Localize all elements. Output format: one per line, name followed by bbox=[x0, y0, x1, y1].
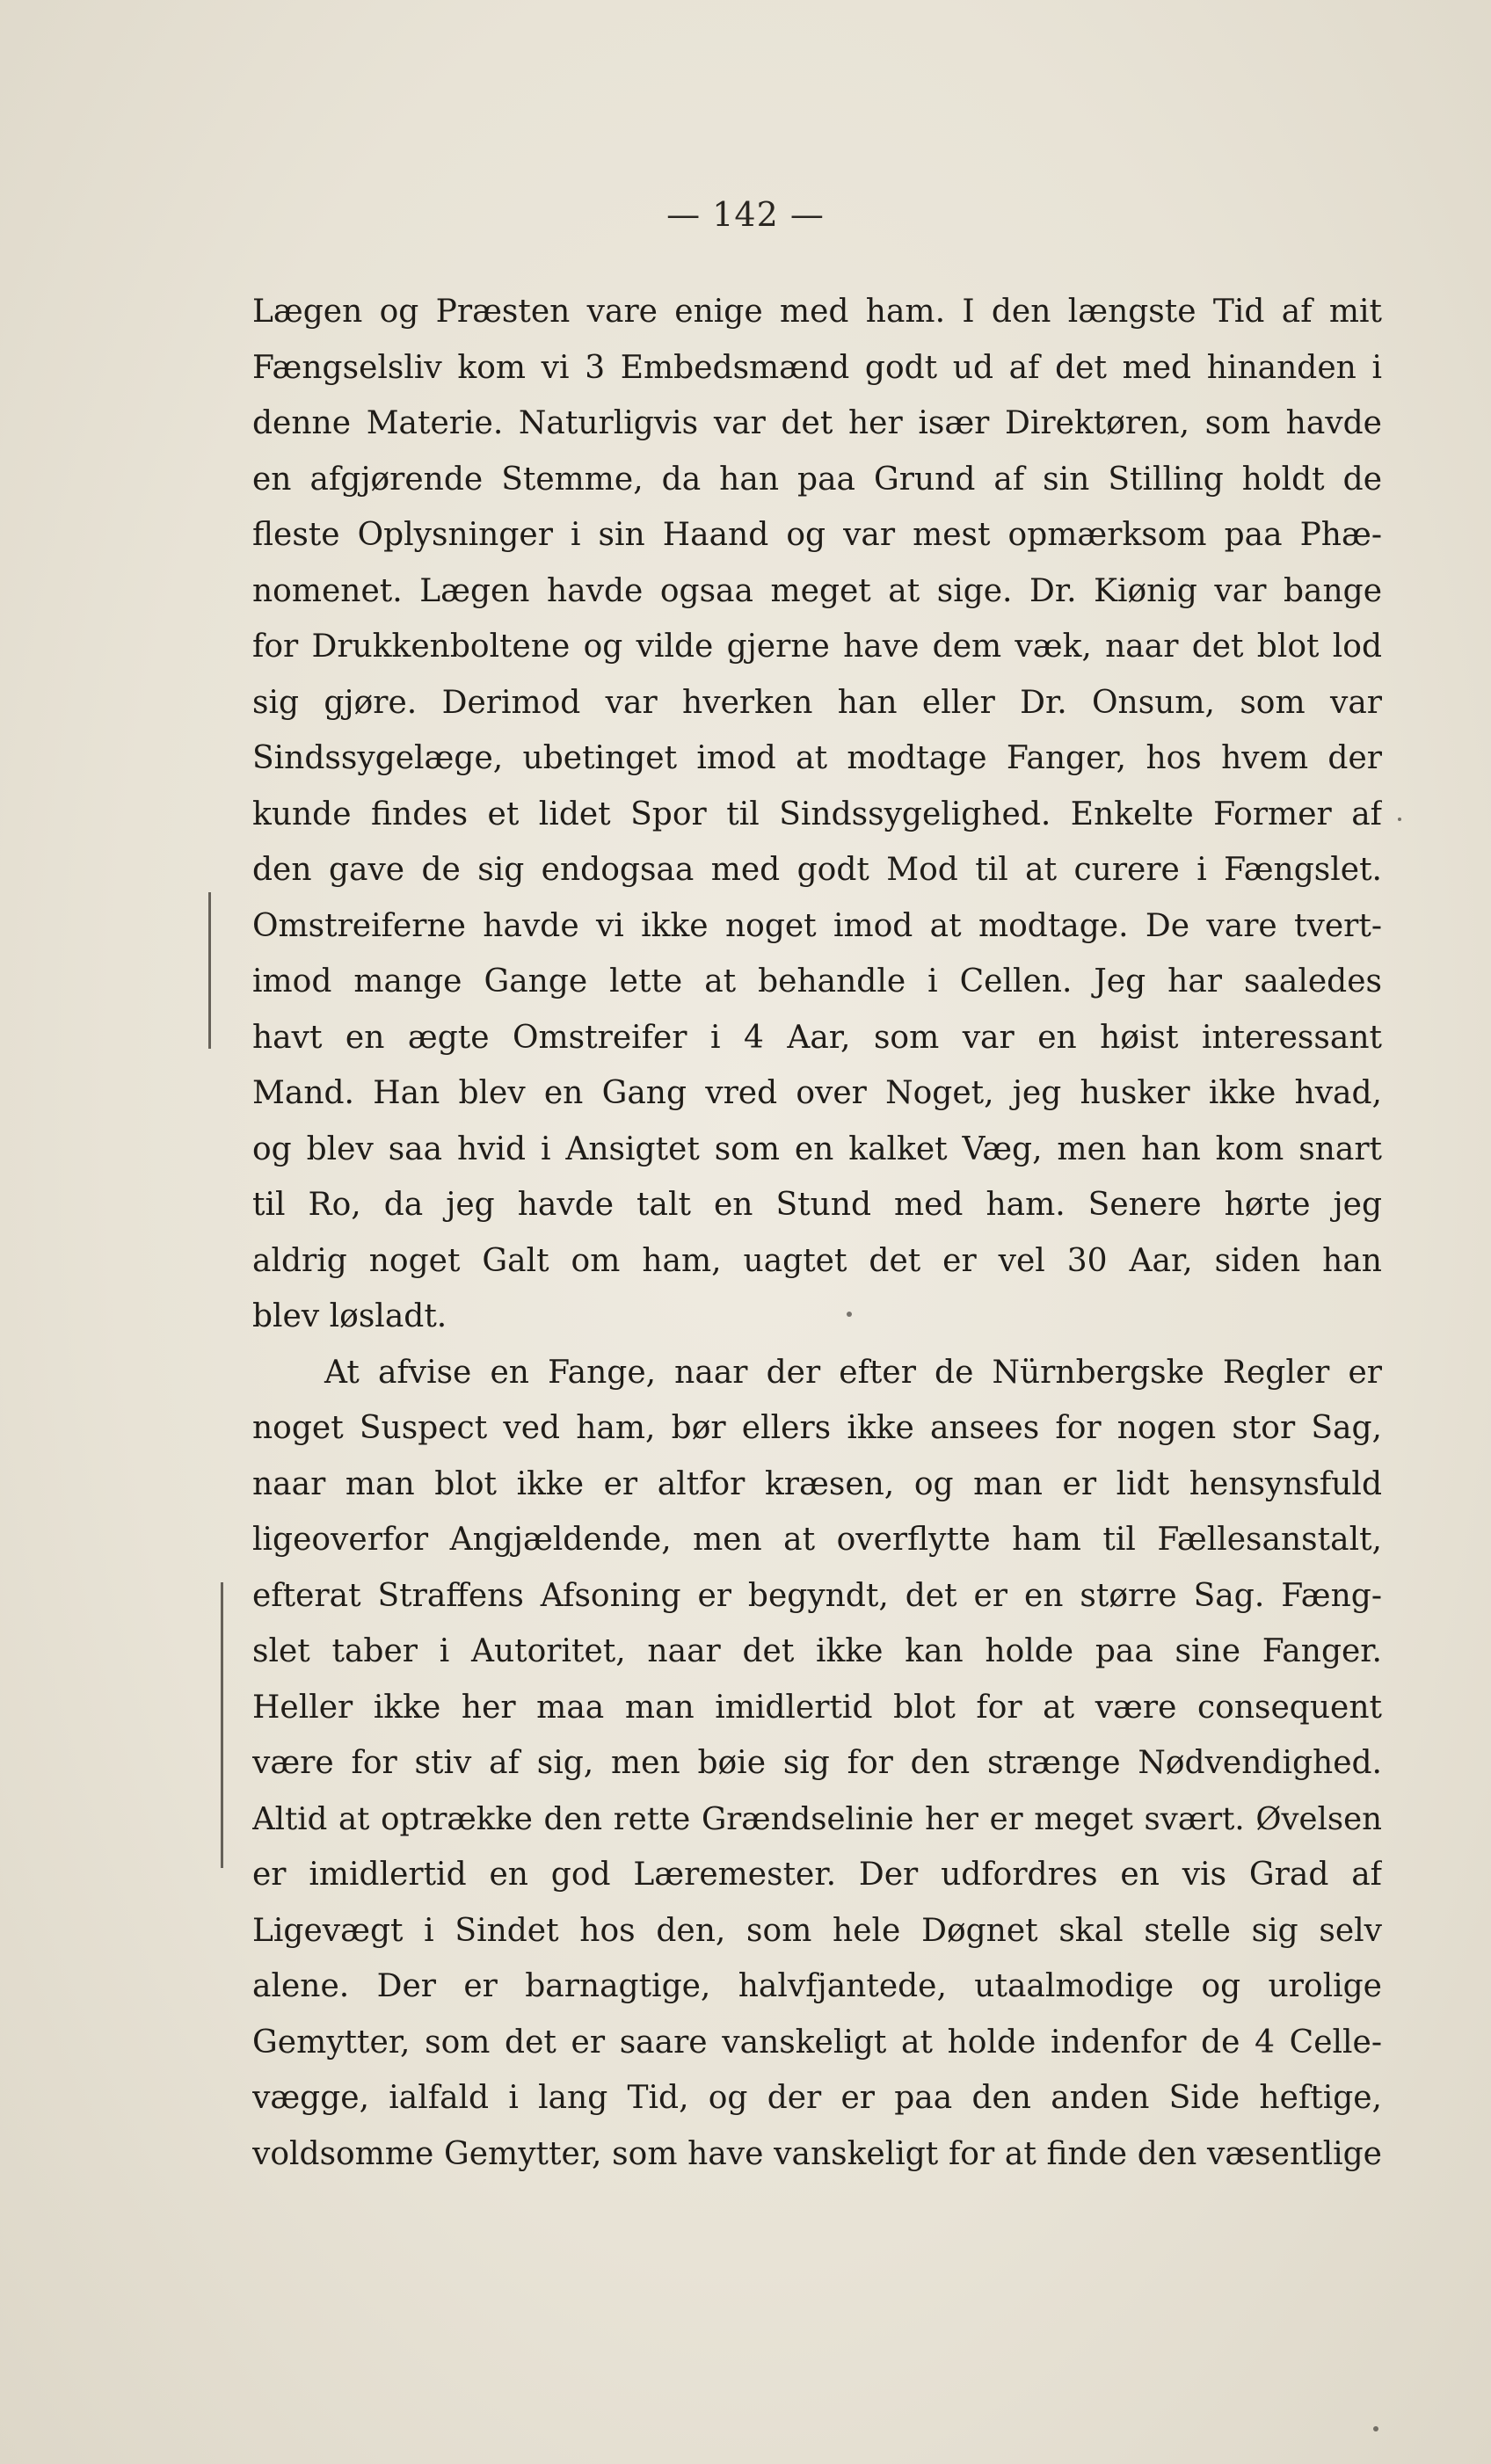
text-line: voldsomme Gemytter, som have vanskeligt for at finde den væsentlige bbox=[252, 2135, 1382, 2172]
paper-speck bbox=[1373, 2426, 1378, 2431]
text-line: ligeoverfor Angjældende, men at overflytte ham til Fællesanstalt, bbox=[252, 1522, 1382, 1558]
page-number: — 142 — bbox=[666, 195, 825, 234]
text-line: Ligevægt i Sindet hos den, som hele Døgnet skal stelle sig selv bbox=[252, 1912, 1382, 1949]
text-line: Heller ikke her maa man imidlertid blot for at være consequent bbox=[252, 1689, 1382, 1726]
text-line: fleste Oplysninger i sin Haand og var mest opmærksom paa Phæ- bbox=[252, 517, 1382, 553]
text-line: Altid at optrække den rette Grændselinie her er meget svært. Øvelsen bbox=[252, 1800, 1382, 1837]
margin-pencil-mark bbox=[208, 892, 211, 1049]
text-line: Mand. Han blev en Gang vred over Noget, jeg husker ikke hvad, bbox=[252, 1075, 1382, 1111]
text-line: noget Suspect ved ham, bør ellers ikke ansees for nogen stor Sag, bbox=[252, 1410, 1382, 1446]
text-line: en afgjørende Stemme, da han paa Grund af sin Stilling holdt de bbox=[252, 461, 1382, 498]
text-line: er imidlertid en god Læremester. Der udfordres en vis Grad af bbox=[252, 1857, 1382, 1893]
text-line: Gemytter, som det er saare vanskeligt at holde indenfor de 4 Celle- bbox=[252, 2024, 1382, 2061]
paper-speck bbox=[847, 1312, 852, 1317]
text-line: At afvise en Fange, naar der efter de Nürnbergske Regler er bbox=[324, 1354, 1382, 1391]
text-line: Omstreiferne havde vi ikke noget imod at modtage. De vare tvert- bbox=[252, 907, 1382, 944]
text-line: slet taber i Autoritet, naar det ikke kan holde paa sine Fanger. bbox=[252, 1633, 1382, 1669]
text-line: nomenet. Lægen havde ogsaa meget at sige. Dr. Kiønig var bange bbox=[252, 572, 1382, 609]
text-line: den gave de sig endogsaa med godt Mod til at curere i Fængslet. bbox=[252, 852, 1382, 888]
text-line: være for stiv af sig, men bøie sig for den strænge Nødvendighed. bbox=[252, 1745, 1382, 1781]
text-line: naar man blot ikke er altfor kræsen, og man er lidt hensynsfuld bbox=[252, 1465, 1382, 1502]
text-line: denne Materie. Naturligvis var det her især Direktøren, som havde bbox=[252, 405, 1382, 441]
text-line: og blev saa hvid i Ansigtet som en kalket Væg, men han kom snart bbox=[252, 1130, 1382, 1167]
text-line: Fængselsliv kom vi 3 Embedsmænd godt ud af det med hinanden i bbox=[252, 349, 1382, 386]
text-line: Lægen og Præsten vare enige med ham. I den længste Tid af mit bbox=[252, 294, 1382, 330]
text-line: alene. Der er barnagtige, halvfjantede, utaalmodige og urolige bbox=[252, 1968, 1382, 2004]
body-text bbox=[252, 284, 1382, 2182]
text-line: havt en ægte Omstreifer i 4 Aar, som var en høist interessant bbox=[252, 1019, 1382, 1056]
text-line: imod mange Gange lette at behandle i Cellen. Jeg har saaledes bbox=[252, 963, 1382, 999]
text-line: kunde findes et lidet Spor til Sindssygelighed. Enkelte Former af bbox=[252, 796, 1382, 832]
text-line: efterat Straffens Afsoning er begyndt, det er en større Sag. Fæng- bbox=[252, 1577, 1382, 1614]
margin-pencil-mark bbox=[221, 1582, 223, 1868]
text-line: blev løsladt. bbox=[252, 1298, 447, 1334]
text-line: Sindssygelæge, ubetinget imod at modtage Fanger, hos hvem der bbox=[252, 740, 1382, 776]
paper-speck bbox=[1398, 818, 1401, 821]
text-line: vægge, ialfald i lang Tid, og der er paa den anden Side heftige, bbox=[252, 2080, 1382, 2116]
text-line: aldrig noget Galt om ham, uagtet det er vel 30 Aar, siden han bbox=[252, 1242, 1382, 1279]
text-line: til Ro, da jeg havde talt en Stund med ham. Senere hørte jeg bbox=[252, 1187, 1382, 1223]
text-line: sig gjøre. Derimod var hverken han eller Dr. Onsum, som var bbox=[252, 684, 1382, 721]
text-line: for Drukkenboltene og vilde gjerne have dem væk, naar det blot lod bbox=[252, 629, 1382, 665]
